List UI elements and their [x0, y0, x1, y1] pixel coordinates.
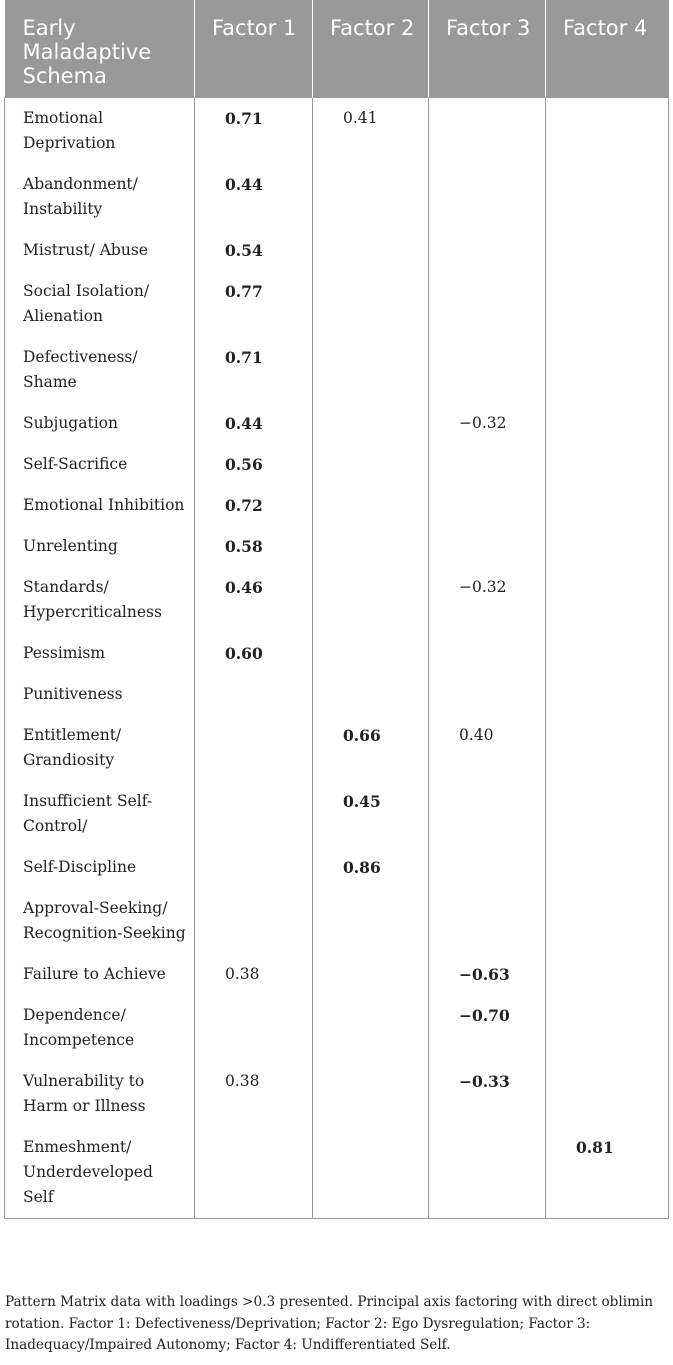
table-row: [5, 847, 669, 888]
schema-name-cell: Social Isolation/ Alienation: [5, 271, 195, 337]
schema-name-cell: Defectiveness/ Shame: [5, 337, 195, 403]
factor-1-loading-cell: 0.44: [195, 403, 313, 444]
factor-2-loading-cell: [313, 954, 429, 995]
table-row: [5, 444, 669, 485]
factor-4-loading-cell: [546, 847, 669, 888]
factor-1-loading-cell: [195, 995, 313, 1061]
table-row: [5, 633, 669, 674]
table-row: [5, 674, 669, 715]
factor-4-loading-cell: 0.81: [546, 1127, 669, 1219]
factor-1-loading-cell: 0.38: [195, 954, 313, 995]
table-row: [5, 403, 669, 444]
table-row: [5, 1061, 669, 1127]
factor-4-loading-cell: [546, 1061, 669, 1127]
factor-2-loading-cell: [313, 1061, 429, 1127]
factor-4-loading-cell: [546, 230, 669, 271]
factor-1-loading-cell: 0.56: [195, 444, 313, 485]
factor-3-loading-cell: [429, 1127, 546, 1219]
factor-2-loading-cell: 0.45: [313, 781, 429, 847]
factor-4-loading-cell: [546, 715, 669, 781]
factor-3-loading-cell: [429, 781, 546, 847]
schema-name-cell: Unrelenting: [5, 526, 195, 567]
schema-name-cell: Approval-Seeking/ Recognition-Seeking: [5, 888, 195, 954]
factor-2-loading-cell: [313, 164, 429, 230]
factor-1-loading-cell: [195, 781, 313, 847]
table-row: [5, 888, 669, 954]
schema-name-cell: Self-Discipline: [5, 847, 195, 888]
factor-3-loading-cell: 0.40: [429, 715, 546, 781]
factor-4-loading-cell: [546, 781, 669, 847]
factor-1-loading-cell: [195, 847, 313, 888]
factor-3-loading-cell: [429, 633, 546, 674]
factor-3-loading-cell: [429, 526, 546, 567]
table-footnote: Pattern Matrix data with loadings >0.3 presented. Principal axis factoring with direct oblimin rotation. Factor 1: Defectiveness/Deprivation; Factor 2: Ego Dysregulation; Factor 3: Inadequacy/Impaired Autonomy; Factor 4: Undifferentiated Self.: [5, 1294, 654, 1353]
factor-4-loading-cell: [546, 995, 669, 1061]
factor-2-loading-cell: 0.41: [313, 98, 429, 164]
factor-2-loading-cell: [313, 271, 429, 337]
factor-1-loading-cell: 0.77: [195, 271, 313, 337]
schema-name-cell: Dependence/ Incompetence: [5, 995, 195, 1061]
header-factor-3: Factor 3: [429, 0, 546, 98]
factor-3-loading-cell: −0.33: [429, 1061, 546, 1127]
table-row: [5, 715, 669, 781]
factor-4-loading-cell: [546, 633, 669, 674]
factor-2-loading-cell: [313, 995, 429, 1061]
schema-name-cell: Insufficient Self-Control/: [5, 781, 195, 847]
factor-4-loading-cell: [546, 337, 669, 403]
factor-1-loading-cell: 0.46: [195, 567, 313, 633]
factor-4-loading-cell: [546, 674, 669, 715]
schema-name-cell: Mistrust/ Abuse: [5, 230, 195, 271]
factor-3-loading-cell: [429, 164, 546, 230]
table-row: [5, 230, 669, 271]
table-row: [5, 98, 669, 164]
factor-1-loading-cell: [195, 888, 313, 954]
factor-3-loading-cell: −0.70: [429, 995, 546, 1061]
factor-1-loading-cell: 0.54: [195, 230, 313, 271]
factor-2-loading-cell: [313, 230, 429, 271]
factor-2-loading-cell: 0.86: [313, 847, 429, 888]
factor-1-loading-cell: 0.72: [195, 485, 313, 526]
factor-2-loading-cell: [313, 567, 429, 633]
table-row: [5, 337, 669, 403]
factor-3-loading-cell: [429, 847, 546, 888]
factor-1-loading-cell: [195, 715, 313, 781]
factor-4-loading-cell: [546, 271, 669, 337]
factor-2-loading-cell: [313, 403, 429, 444]
factor-2-loading-cell: [313, 485, 429, 526]
schema-name-cell: Failure to Achieve: [5, 954, 195, 995]
factor-2-loading-cell: [313, 888, 429, 954]
schema-name-cell: Punitiveness: [5, 674, 195, 715]
factor-3-loading-cell: −0.32: [429, 567, 546, 633]
factor-1-loading-cell: [195, 674, 313, 715]
table-row: [5, 271, 669, 337]
factor-4-loading-cell: [546, 526, 669, 567]
header-factor-1: Factor 1: [195, 0, 313, 98]
schema-name-cell: Entitlement/ Grandiosity: [5, 715, 195, 781]
factor-1-loading-cell: [195, 1127, 313, 1219]
factor-4-loading-cell: [546, 444, 669, 485]
table-row: [5, 164, 669, 230]
table-row: [5, 567, 669, 633]
factor-1-loading-cell: 0.44: [195, 164, 313, 230]
factor-4-loading-cell: [546, 403, 669, 444]
schema-name-cell: Subjugation: [5, 403, 195, 444]
pattern-matrix-table-container: [4, 0, 668, 1219]
header-factor-4: Factor 4: [546, 0, 669, 98]
factor-3-loading-cell: −0.63: [429, 954, 546, 995]
factor-2-loading-cell: 0.66: [313, 715, 429, 781]
header-schema: Early Maladaptive Schema: [5, 0, 195, 98]
factor-1-loading-cell: 0.71: [195, 98, 313, 164]
schema-name-cell: Emotional Deprivation: [5, 98, 195, 164]
factor-2-loading-cell: [313, 674, 429, 715]
header-row: [5, 0, 669, 98]
factor-4-loading-cell: [546, 954, 669, 995]
factor-3-loading-cell: [429, 485, 546, 526]
table-row: [5, 995, 669, 1061]
table-row: [5, 526, 669, 567]
schema-name-cell: Enmeshment/ Underdeveloped Self: [5, 1127, 195, 1219]
factor-1-loading-cell: 0.38: [195, 1061, 313, 1127]
table-row: [5, 485, 669, 526]
factor-3-loading-cell: [429, 444, 546, 485]
table-header: [5, 0, 669, 98]
factor-3-loading-cell: [429, 888, 546, 954]
factor-3-loading-cell: −0.32: [429, 403, 546, 444]
factor-4-loading-cell: [546, 888, 669, 954]
factor-4-loading-cell: [546, 567, 669, 633]
pattern-matrix-table: [4, 0, 669, 1219]
factor-1-loading-cell: 0.60: [195, 633, 313, 674]
factor-4-loading-cell: [546, 164, 669, 230]
factor-3-loading-cell: [429, 98, 546, 164]
factor-1-loading-cell: 0.71: [195, 337, 313, 403]
factor-4-loading-cell: [546, 485, 669, 526]
factor-3-loading-cell: [429, 337, 546, 403]
factor-3-loading-cell: [429, 271, 546, 337]
schema-name-cell: Pessimism: [5, 633, 195, 674]
factor-2-loading-cell: [313, 633, 429, 674]
table-row: [5, 1127, 669, 1219]
factor-3-loading-cell: [429, 674, 546, 715]
factor-1-loading-cell: 0.58: [195, 526, 313, 567]
schema-name-cell: Vulnerability to Harm or Illness: [5, 1061, 195, 1127]
factor-2-loading-cell: [313, 337, 429, 403]
schema-name-cell: Abandonment/ Instability: [5, 164, 195, 230]
header-factor-2: Factor 2: [313, 0, 429, 98]
factor-2-loading-cell: [313, 1127, 429, 1219]
factor-4-loading-cell: [546, 98, 669, 164]
table-row: [5, 954, 669, 995]
schema-name-cell: Self-Sacrifice: [5, 444, 195, 485]
factor-2-loading-cell: [313, 526, 429, 567]
factor-2-loading-cell: [313, 444, 429, 485]
schema-name-cell: Emotional Inhibition: [5, 485, 195, 526]
schema-name-cell: Standards/ Hypercriticalness: [5, 567, 195, 633]
table-body: [5, 98, 669, 1219]
table-row: [5, 781, 669, 847]
factor-3-loading-cell: [429, 230, 546, 271]
